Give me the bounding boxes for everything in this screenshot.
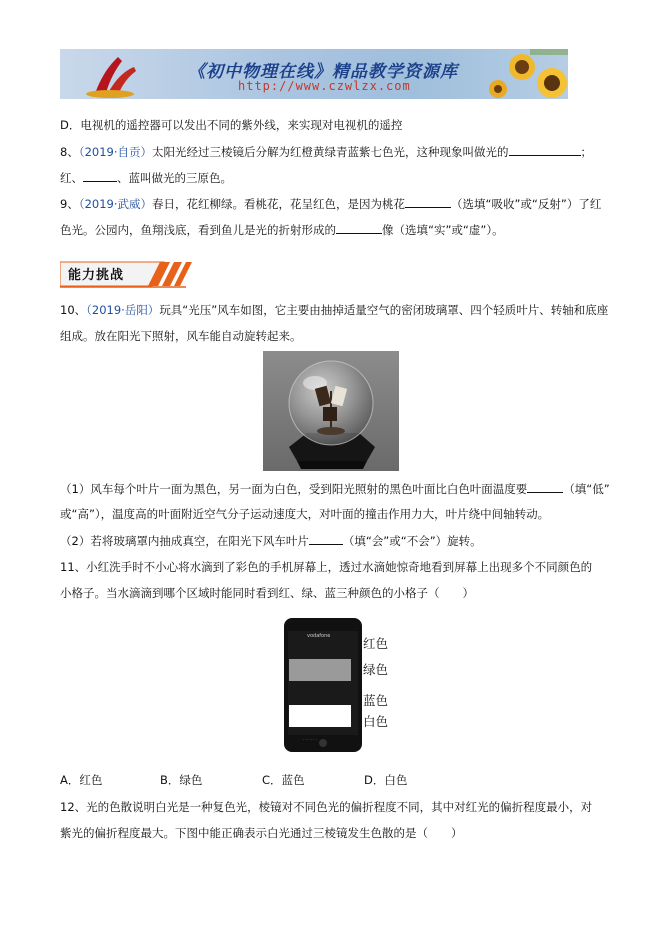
svg-text:· · · · · ·: · · · · · ·: [303, 737, 317, 742]
header-banner: [60, 49, 568, 99]
q8-line1: [60, 143, 592, 160]
q10-sub2: [60, 532, 482, 549]
banner-url[interactable]: http://www.czwlzx.com: [238, 79, 411, 93]
gray-screen-region: [289, 659, 351, 681]
q10-line2: 组成。放在阳光下照射，风车能自动旋转起来。: [60, 329, 302, 343]
q8-blank-2[interactable]: [83, 169, 117, 182]
q8-source: （2019·自贡）: [78, 145, 152, 159]
q8-line2: [60, 169, 232, 186]
q8-blank-1[interactable]: [509, 143, 581, 156]
radiometer-image: [263, 351, 399, 471]
q8-number: 8、: [60, 145, 79, 159]
q9-blank-1[interactable]: [405, 195, 451, 208]
q10-sub2-blank[interactable]: [309, 532, 343, 545]
q10-sub2-text-a: （2）若将玻璃罩内抽成真空，在阳光下风车叶片: [60, 534, 309, 548]
q10-sub1-blank[interactable]: [527, 480, 563, 493]
q9-line2-a: 色光。公园内，鱼翔浅底，看到鱼儿是光的折射形成的: [60, 223, 336, 237]
q11-option-a[interactable]: A．红色: [60, 773, 103, 787]
q10-sub1-line1: [60, 480, 610, 497]
q9-text-a: 春日，花红柳绿。看桃花，花呈红色，是因为桃花: [152, 197, 405, 211]
q11-option-d[interactable]: D．白色: [364, 773, 408, 787]
label-red: 红色: [363, 636, 389, 651]
q12-line2: 紫光的偏折程度最大。下图中能正确表示白光通过三棱镜发生色散的是（ ）: [60, 826, 463, 840]
q10-line1: [60, 302, 608, 318]
label-white: 白色: [363, 714, 389, 729]
q10-text-a: 玩具“光压”风车如图，它主要由抽掉适量空气的密闭玻璃罩、四个轻质叶片、转轴和底座: [159, 303, 609, 317]
q10-sub1-text-b: （填“低”: [563, 482, 610, 496]
label-green: 绿色: [363, 662, 389, 677]
q11-line1: 11、小红洗手时不小心将水滴到了彩色的手机屏幕上，透过水滴她惊奇地看到屏幕上出现多个不同颜色的: [60, 560, 593, 574]
q11-option-b[interactable]: B．绿色: [160, 773, 203, 787]
q12-line1: 12、光的色散说明白光是一种复色光，棱镜对不同色光的偏折程度不同，其中对红光的偏折程度最小，对: [60, 800, 593, 814]
section-header: [60, 258, 192, 288]
q9-line1: [60, 195, 601, 212]
phone-brand: vodafone: [307, 633, 331, 639]
q10-sub2-text-b: （填“会”或“不会”）旋转。: [342, 534, 482, 548]
q10-number: 10、: [60, 303, 87, 317]
q9-source: （2019·武威）: [78, 197, 152, 211]
q11-option-c[interactable]: C．蓝色: [262, 773, 305, 787]
q9-text-b: （选填“吸收”或“反射”）了红: [451, 197, 602, 211]
q10-source: （2019·岳阳）: [86, 303, 160, 317]
banner-title: 《初中物理在线》精品教学资源库: [188, 62, 458, 82]
q9-blank-2[interactable]: [336, 221, 382, 234]
section-title: 能力挑战: [68, 268, 125, 283]
white-screen-region: [289, 705, 351, 727]
q8-text-b: ；: [580, 145, 592, 159]
q9-line2: [60, 221, 504, 238]
radiometer-photo: [263, 351, 399, 471]
q8-line2-b: 、蓝叫做光的三原色。: [117, 171, 232, 185]
sunflower-image: [489, 49, 568, 98]
q7-option-d: D．电视机的遥控器可以发出不同的紫外线，来实现对电视机的遥控: [60, 118, 403, 132]
q8-line2-a: 红、: [60, 171, 83, 185]
logo-icon: [86, 57, 136, 98]
q9-line2-b: 像（选填“实”或“虚”）。: [382, 223, 504, 237]
phone-figure: [283, 617, 393, 753]
q8-text-a: 太阳光经过三棱镜后分解为红橙黄绿青蓝紫七色光，这种现象叫做光的: [152, 145, 509, 159]
q10-sub1-text-a: （1）风车每个叶片一面为黑色，另一面为白色，受到阳光照射的黑色叶面比白色叶面温度要: [60, 482, 528, 496]
q11-line2: 小格子。当水滴滴到哪个区域时能同时看到红、绿、蓝三种颜色的小格子（ ）: [60, 586, 474, 600]
label-blue: 蓝色: [363, 693, 389, 708]
q10-sub1-line2: 或“高”），温度高的叶面附近空气分子运动速度大，对叶面的撞击作用力大，叶片绕中间轴转动。: [60, 507, 550, 521]
q9-number: 9、: [60, 197, 79, 211]
